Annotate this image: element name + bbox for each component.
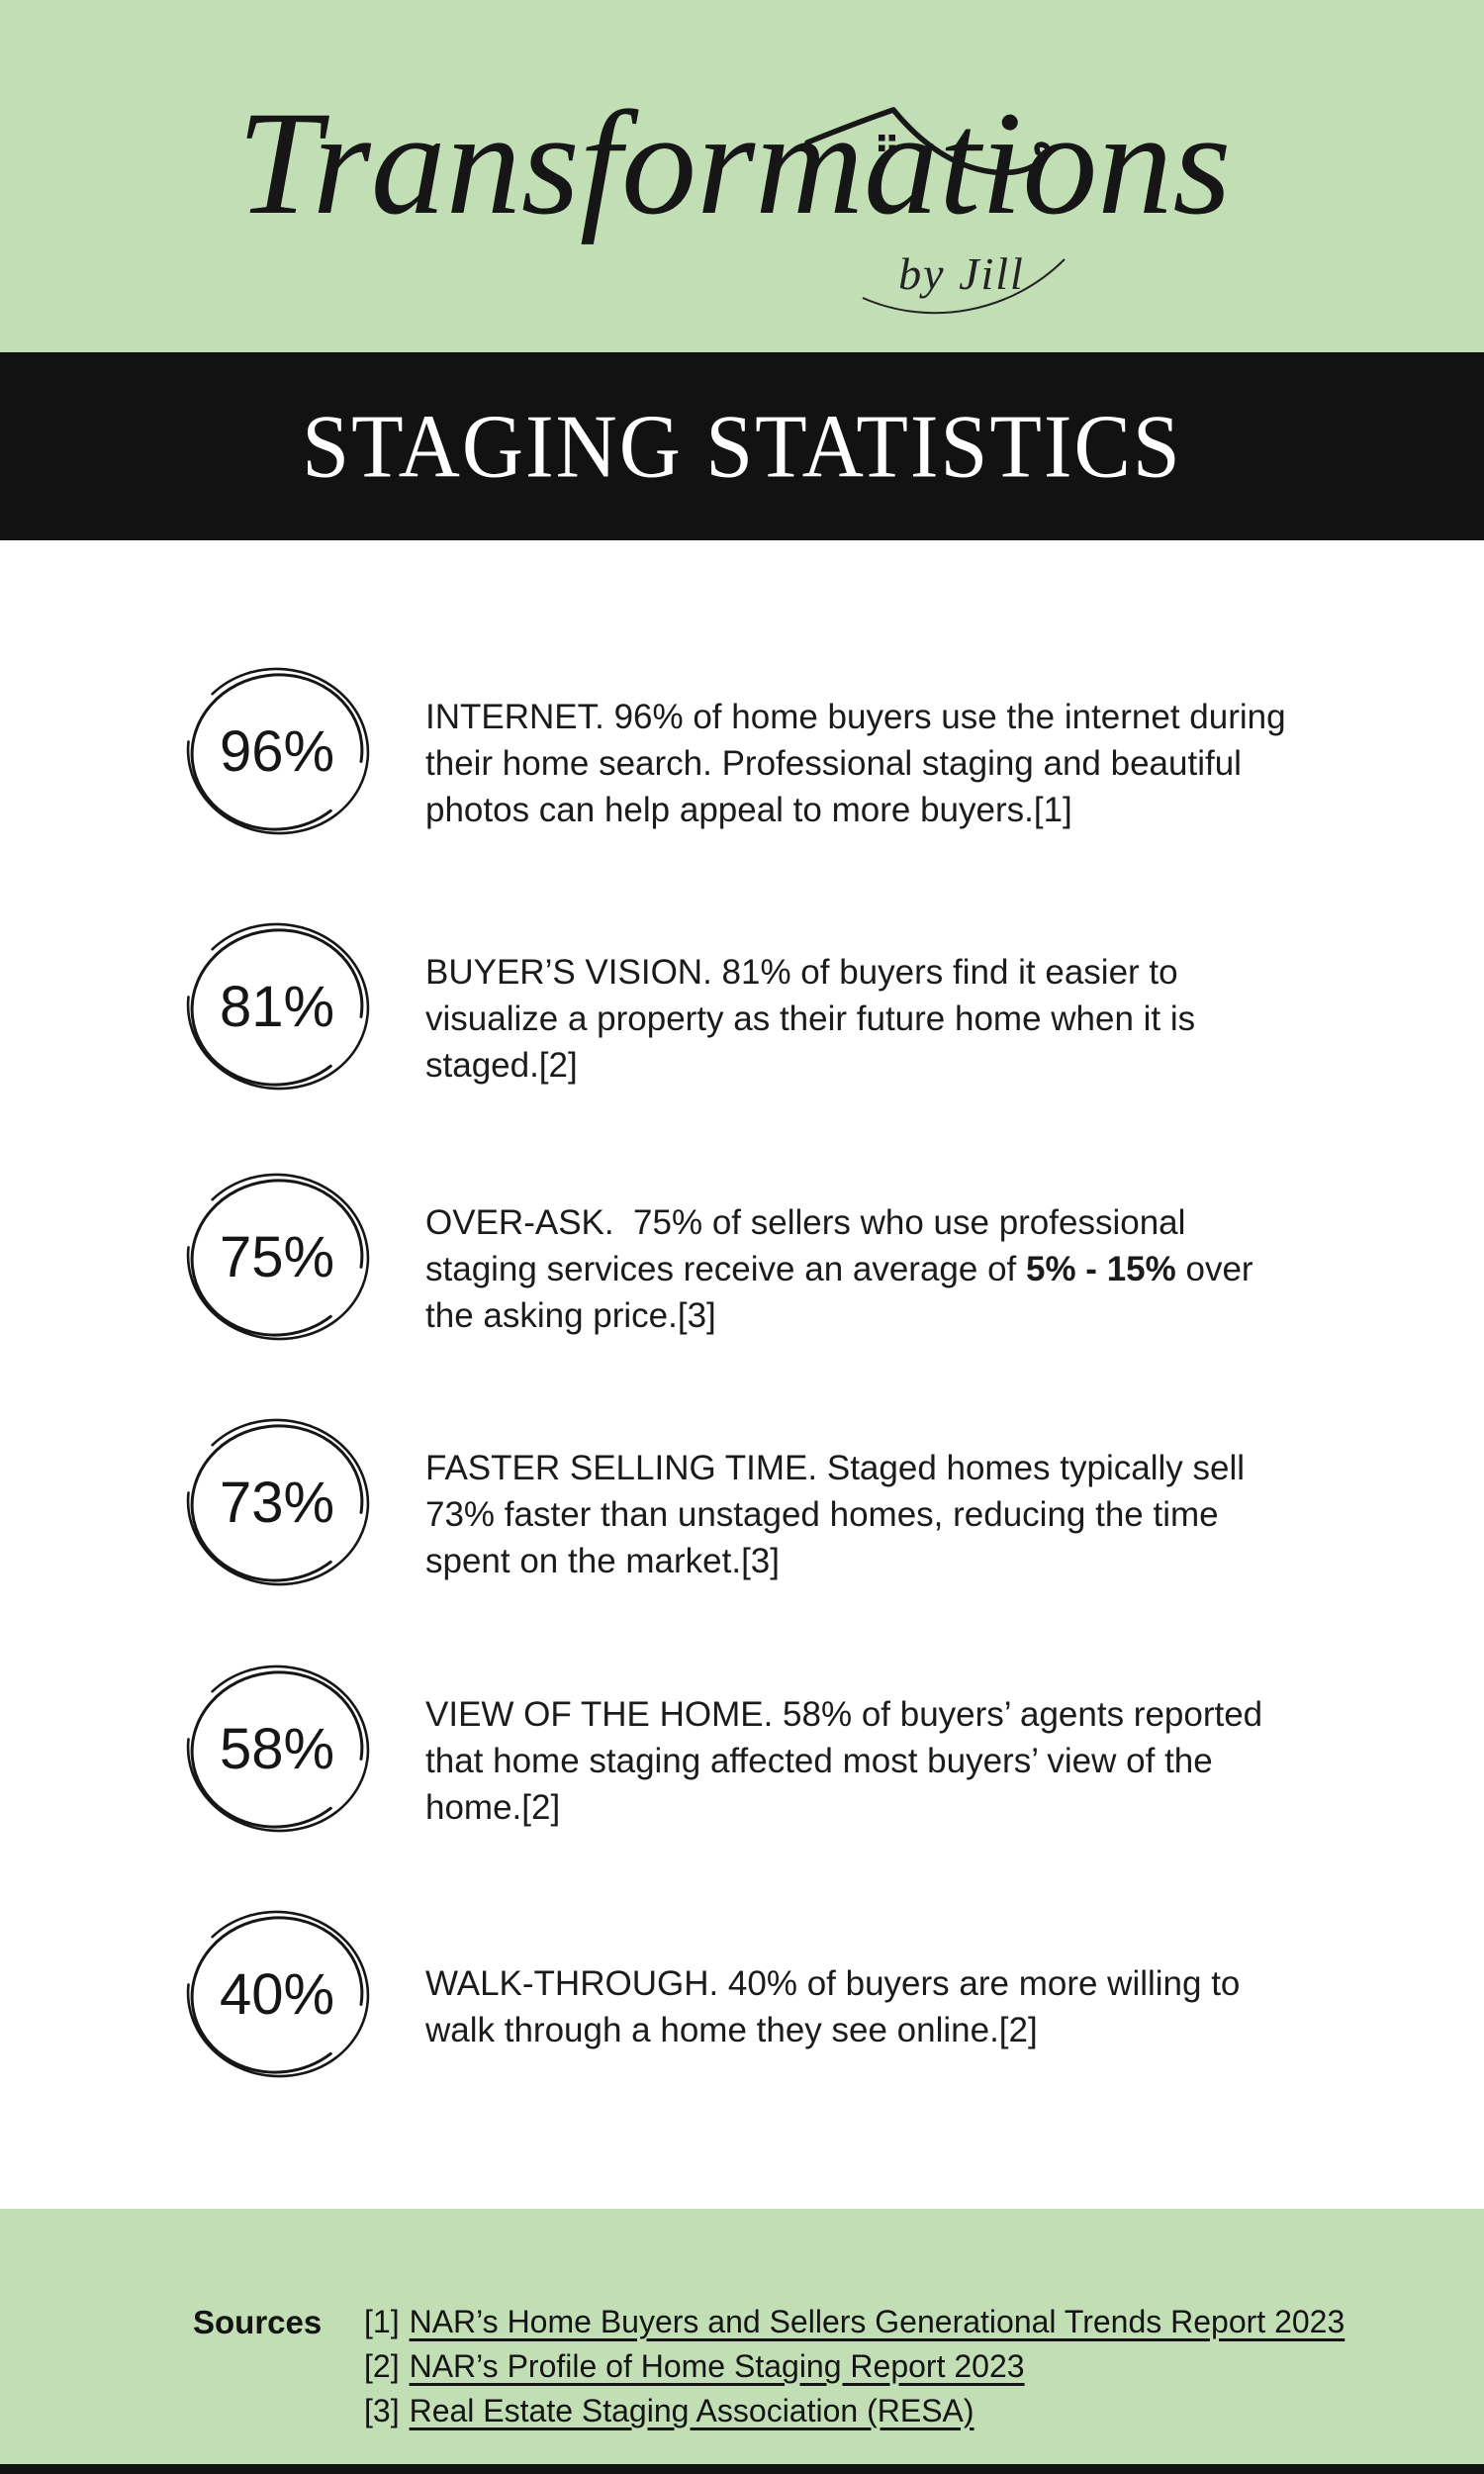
sources-footer [0,2209,1484,2464]
source-link-nar-home-staging-profile[interactable]: NAR’s Profile of Home Staging Report 2023 [409,2348,1025,2384]
stat-circle-badge [184,1908,370,2081]
stat-description: BUYER’S VISION. 81% of buyers find it easier to visualize a property as their future home when it is staged.[2] [425,953,1196,1085]
stat-percent-value: 58% [219,1717,335,1781]
brand-name-text: Transformations [236,81,1232,245]
stat-description: VIEW OF THE HOME. 58% of buyers’ agents reported that home staging affected most buyers’ view of the home.[2] [425,1695,1263,1827]
source-link-resa[interactable]: Real Estate Staging Association (RESA) [409,2393,974,2428]
stat-row-over-ask [184,1171,1415,1344]
stat-description: FASTER SELLING TIME. Staged homes typically sell 73% faster than unstaged homes, reducing the time spent on the market.[3] [425,1449,1246,1580]
stat-percent-value: 75% [219,1225,335,1289]
stat-row-internet [184,665,1415,838]
source-ref: [3] [364,2393,400,2428]
stat-circle-badge [184,1663,370,1836]
sources-label: Sources [193,2304,323,2340]
source-link-nar-generational-trends[interactable]: NAR’s Home Buyers and Sellers Generational Trends Report 2023 [409,2304,1345,2339]
stat-circle-badge [184,1171,370,1344]
stat-description: INTERNET. 96% of home buyers use the internet during their home search. Professional staging and beautiful photos can help appeal to more buyers.[1] [425,698,1286,829]
source-ref: [2] [364,2348,400,2384]
stat-row-faster-selling [184,1416,1415,1589]
stat-percent-value: 81% [219,975,335,1039]
stat-percent-value: 40% [219,1962,335,2027]
stat-circle-badge [184,920,370,1094]
stat-row-walk-through [184,1908,1415,2081]
title-banner [0,352,1484,540]
stat-percent-value: 96% [219,719,335,784]
bold-range-text: 5% - 15% [1026,1250,1176,1288]
stat-circle-badge [184,1416,370,1589]
header-band [0,0,1484,352]
source-item [364,2300,1345,2344]
source-item [364,2344,1345,2389]
source-ref: [1] [364,2304,400,2339]
sources-list [364,2300,1345,2433]
bottom-black-strip [0,2464,1484,2474]
stat-description: WALK-THROUGH. 40% of buyers are more willing to walk through a home they see online.[2] [425,1963,1241,2049]
stat-row-buyers-vision [184,920,1415,1094]
stat-circle-badge [184,665,370,838]
stat-percent-value: 73% [219,1471,335,1535]
stat-row-view-of-home [184,1663,1415,1836]
page-title: STAGING STATISTICS [302,396,1182,497]
source-item [364,2389,1345,2433]
stat-description: OVER-ASK. 75% of sellers who use professional staging services receive an average of 5% - 15% over the asking price.[3] [425,1203,1253,1335]
brand-byline-text: by Jill [898,248,1025,299]
brand-logo [0,0,1484,352]
